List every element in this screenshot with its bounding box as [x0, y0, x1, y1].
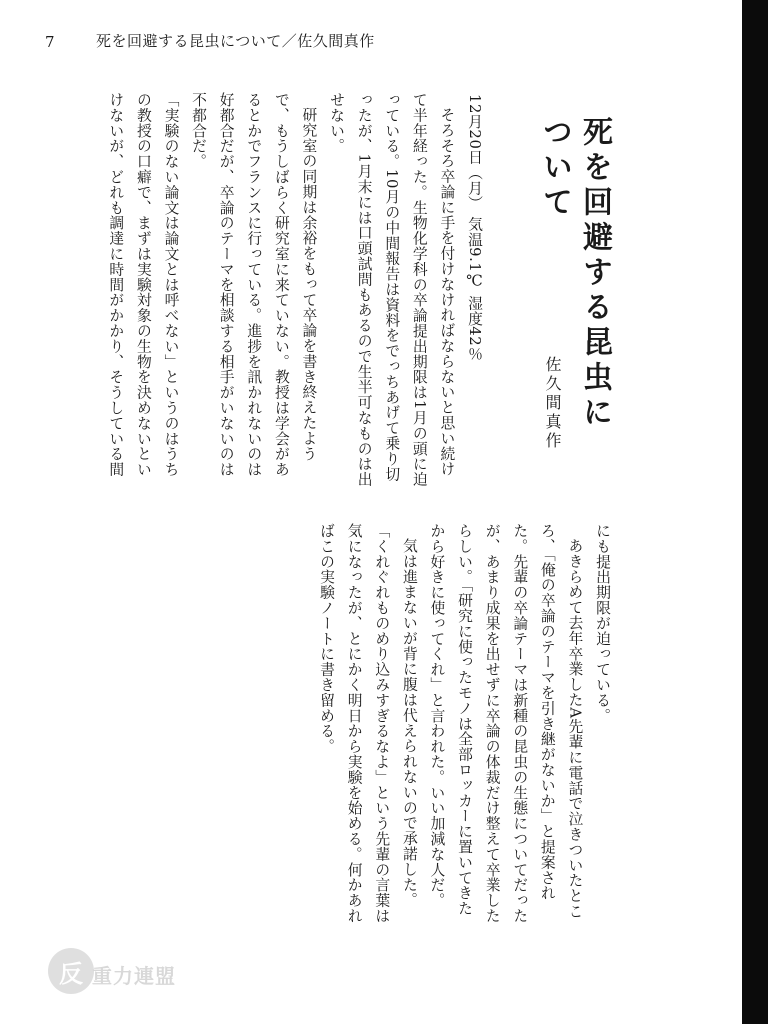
lower-text-block [312, 523, 616, 928]
page-number: 7 [45, 33, 55, 51]
upper-text-block [102, 92, 488, 490]
paragraph: にも提出期限が迫っている。 [594, 523, 611, 724]
page-edge-shadow [742, 0, 768, 1024]
diary-date-line: 12月20日（月） 気温9.1℃ 湿度42％ [466, 94, 483, 362]
paragraph: あきらめて去年卒業したA先輩に電話で泣きついたところ、「俺の卒論のテーマを引き継がないか」と提案された。先輩の卒論テーマは新種の昆虫の生態についてだったが、あまり成果を出せずに卒論の体裁だけ整えて卒業したらしい。「研究に使ったモノは全部ロッカーに置いてきたから好きに使ってくれ」と言われた。いい加減な人だ。 [428, 523, 584, 924]
paragraph: 気は進まないが背に腹は代えられないので承諾した。「くれぐれものめり込みすぎるなよ」という先輩の言葉は気になったが、とにかく明日から実験を始める。何かあればこの実験ノートに書き留める。 [318, 523, 418, 924]
paragraph: 研究室の同期は余裕をもって卒論を書き終えたようで、もうしばらく研究室に来ていない。教授は学会があるとかでフランスに行っている。進捗を訊かれないのは好都合だが、卒論のテーマを相談する相手がいないのは不都合だ。 [190, 92, 318, 477]
story-title: 死を回避する昆虫について [537, 116, 612, 431]
author-name: 佐久間真作 [543, 356, 562, 451]
watermark-text: 重力連盟 [92, 964, 176, 988]
running-head: 死を回避する昆虫について／佐久間真作 [96, 32, 375, 50]
watermark-seal-icon: 反 [48, 948, 94, 994]
paragraph: そろそろ卒論に手を付けなければならないと思い続けて半年経った。生物化学科の卒論提出期限は1月の頭に迫っている。10月の中間報告は資料をでっちあげて乗り切ったが、1月末には口頭試問もあるので生半可なものは出せない。 [328, 92, 456, 488]
paragraph: 「実験のない論文は論文とは呼べない」というのはうちの教授の口癖で、まずは実験対象の生物を決めないといけないが、どれも調達に時間がかかり、そうしている間 [107, 92, 180, 477]
publisher-watermark [48, 948, 198, 1004]
